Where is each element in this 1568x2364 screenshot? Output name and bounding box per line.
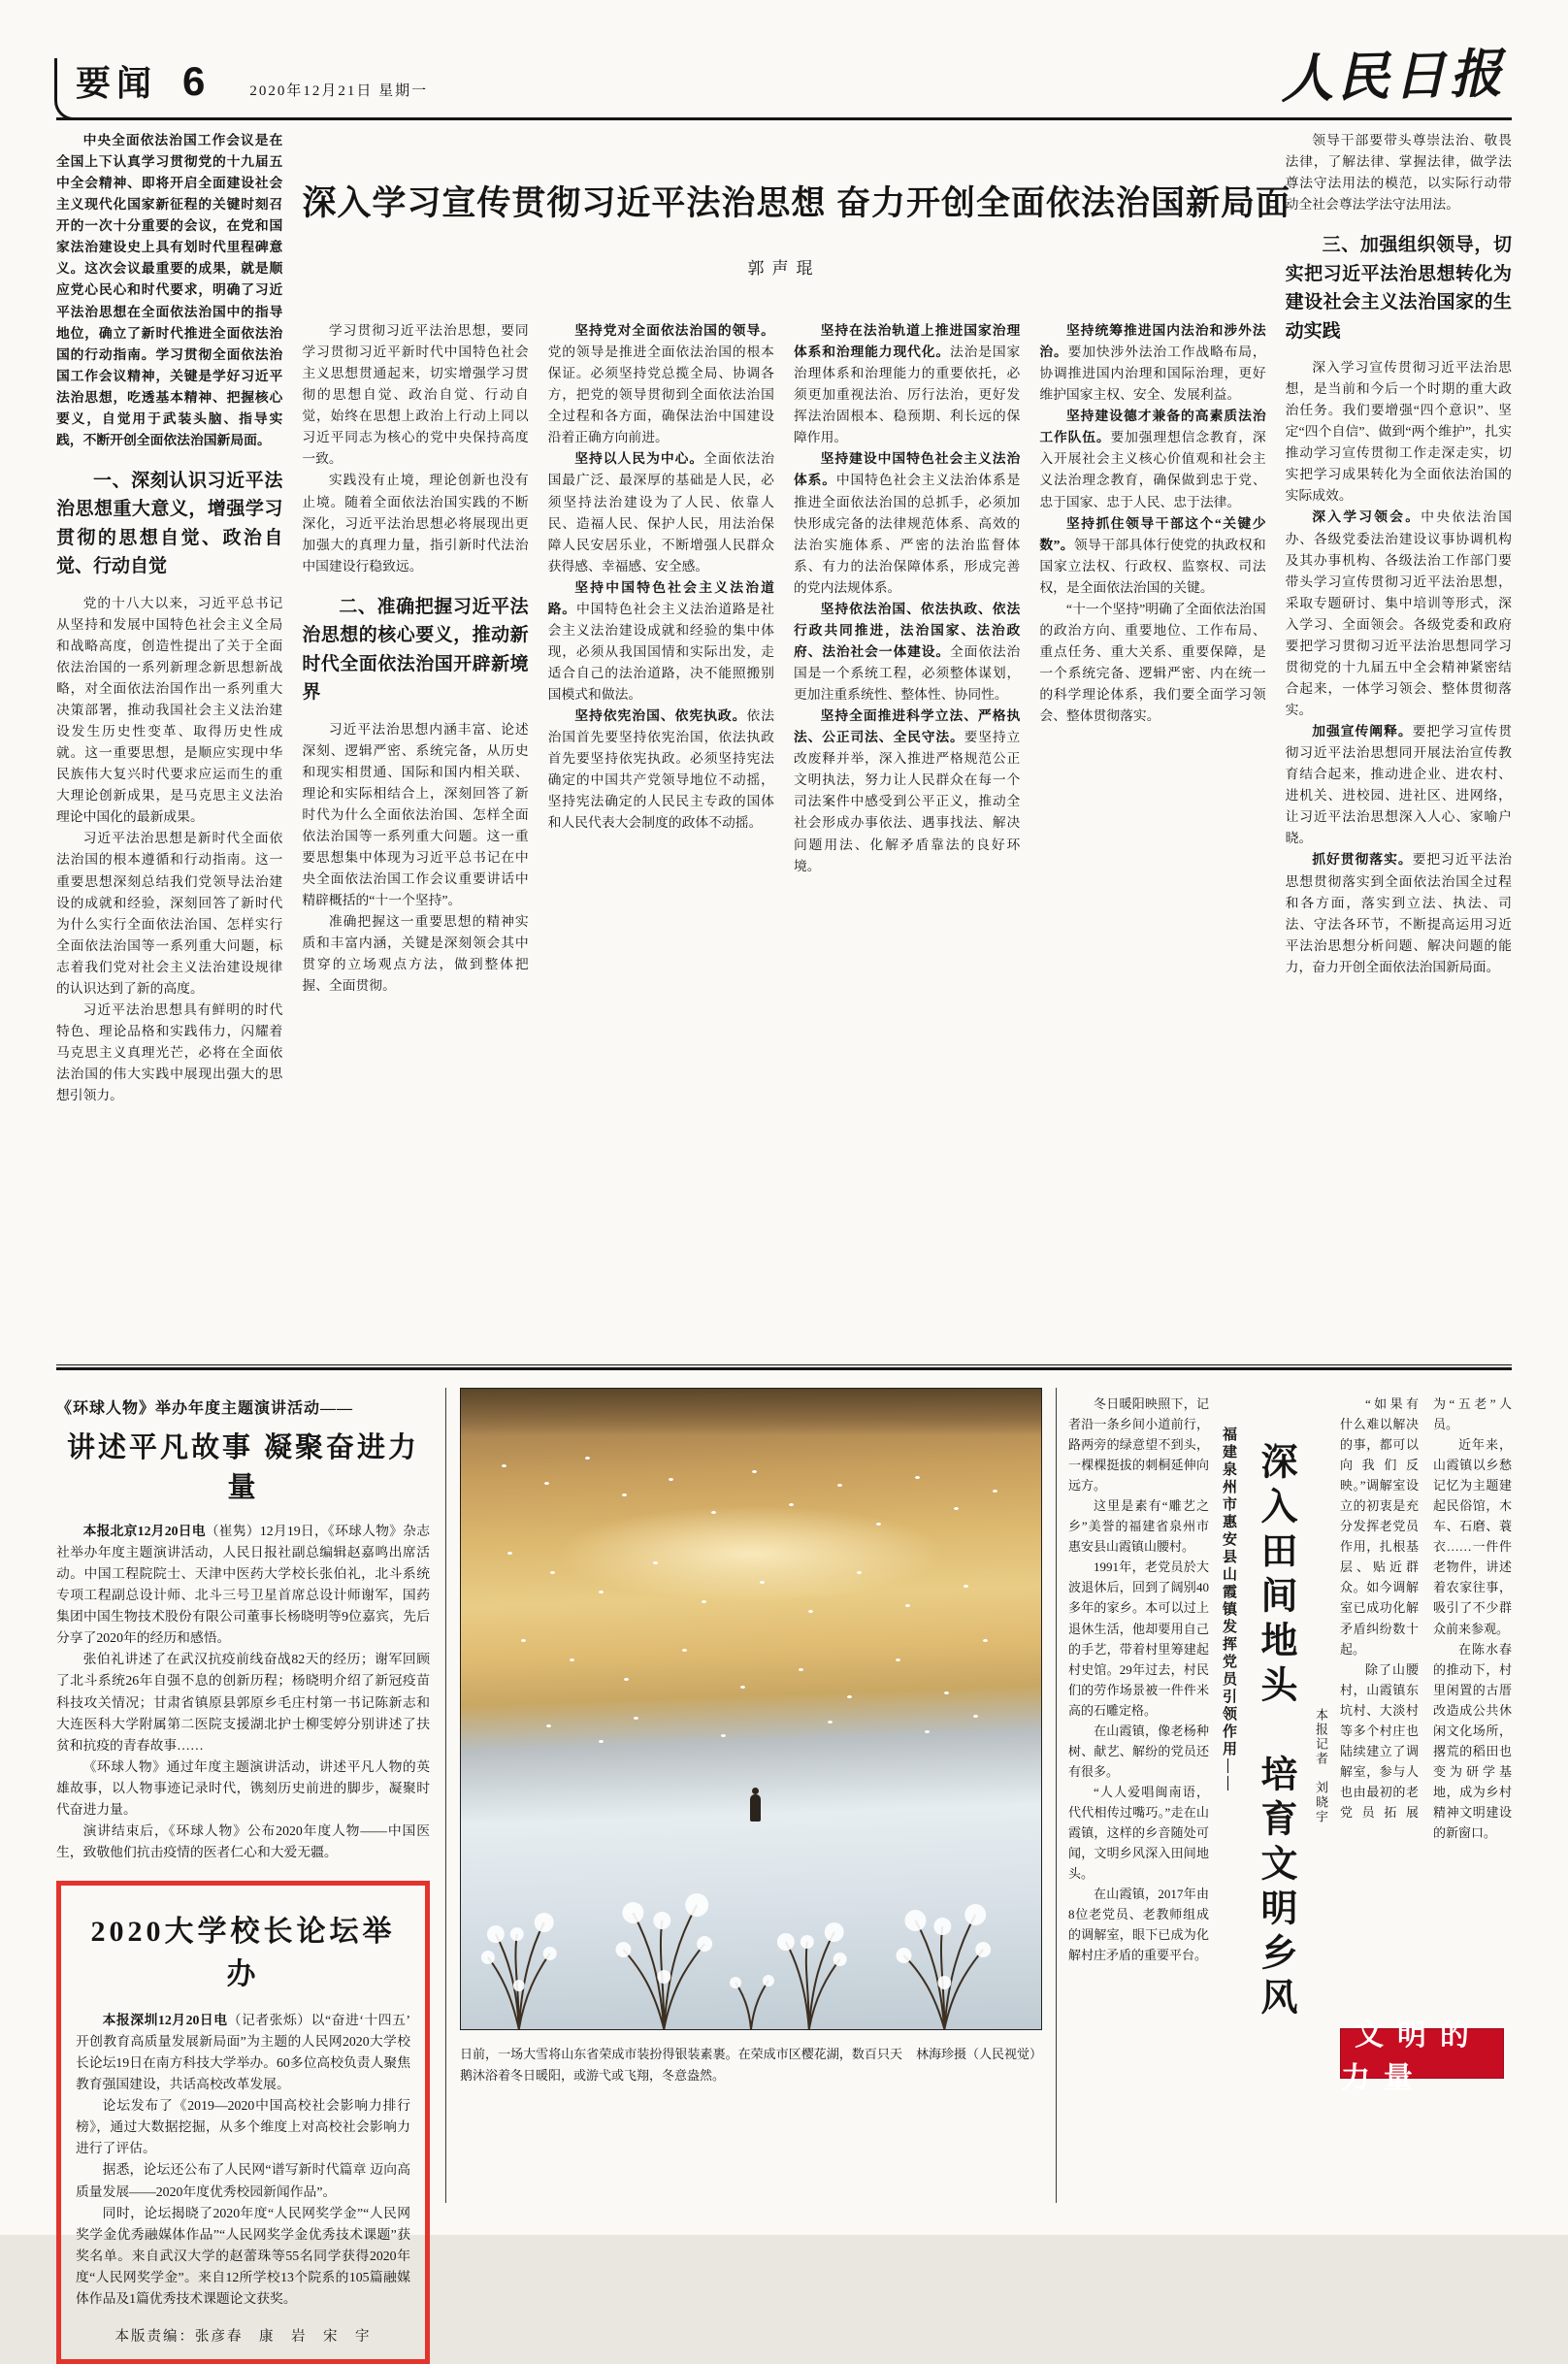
body-paragraph: 坚持依宪治国、依宪执政。依法治国首先要坚持依宪治国，依法执政首先要坚持依宪执政。必须坚持宪法确定的中国共产党领导地位不动摇，坚持宪法确定的人民民主专政的国体和人民代表大会制度的政体不动摇。 [547, 708, 774, 831]
sunlight-glow [554, 1505, 949, 1602]
forum-body [76, 2010, 410, 2310]
header-left [56, 56, 428, 117]
main-article-column-5 [1039, 320, 1265, 1355]
body-paragraph: “人人爱唱闽南语，代代相传过嘴巧。”走在山霞镇，这样的乡音随处可闻，文明乡风深入田间地头。 [1068, 1784, 1209, 1882]
main-article-column-2 [302, 320, 528, 1355]
far-shore-band [461, 1389, 1041, 1435]
body-paragraph: 习近平法治思想内涵丰富、论述深刻、逻辑严密、系统完备，从历史和现实相贯通、国际和国内相关联、理论和实际相结合上，深刻回答了新时代为什么全面依法治国、怎样全面依法治国等一系列重大问题。这一重要思想集中体现为习近平总书记在中央全面依法治国工作会议重要讲话中精辟概括的“十一个坚持”。 [302, 721, 529, 907]
body-paragraph: 抓好贯彻落实。要把习近平法治思想贯彻落实到全面依法治国全过程和各方面，落实到立法、执法、司法、守法各环节，不断提高运用习近平法治思想分析问题、解决问题的能力，奋力开创全面依法治国新局面。 [1285, 852, 1512, 974]
body-paragraph: 党的十八大以来，习近平总书记从坚持和发展中国特色社会主义全局和战略高度，创造性提出了关于全面依法治国的一系列新理念新思想新战略，对全面依法治国作出一系列重大决策部署，推动我国社会主义法治建设发生历史性变革、取得历史性成就。这一重要思想，是顺应实现中华民族伟大复兴时代要求应运而生的重大理论创新成果，是马克思主义法治理论中国化的最新成果。 [56, 595, 283, 825]
photo-caption-text: 日前，一场大雪将山东省荣成市装扮得银装素裹。在荣成市区樱花湖，数百只天鹅沐浴着冬日暖阳，或游弋或飞翔，冬意盎然。 [460, 2047, 902, 2084]
body-paragraph: 准确把握这一重要思想的精神实质和丰富内涵，关键是深刻领会其中贯穿的立场观点方法，做到整体把握、全面贯彻。 [302, 914, 529, 994]
bottom-section [56, 1388, 1512, 2345]
forum-article-box [56, 1881, 430, 2364]
civilization-power-banner: 文明的力量 [1340, 2028, 1504, 2079]
body-paragraph: 坚持建设德才兼备的高素质法治工作队伍。要加强理想信念教育，深入开展社会主义核心价值观和社会主义法治理念教育，确保做到忠于党、忠于国家、忠于人民、忠于法律。 [1039, 409, 1266, 509]
page-header [56, 29, 1512, 120]
rural-headline: 深入田间地头 培育文明乡风 [1255, 1442, 1295, 2022]
date-line: 2020年12月21日 星期一 [249, 83, 429, 99]
body-paragraph: 坚持在法治轨道上推进国家治理体系和治理能力现代化。法治是国家治理体系和治理能力的重要依托，必须更加重视法治、厉行法治，更好发挥法治固根本、稳预期、利长远的保障作用。 [793, 323, 1021, 445]
body-paragraph: 学习贯彻习近平法治思想，要同学习贯彻习近平新时代中国特色社会主义思想贯通起来，切实增强学习贯彻的思想自觉、政治自觉、行动自觉，始终在思想上政治上行动上同以习近平同志为核心的党中央保持高度一致。 [302, 323, 529, 467]
masthead-title: 人民日报 [1280, 42, 1507, 111]
body-paragraph: 在山霞镇，2017年由8位老党员、老教师组成的调解室，眼下已成为化解村庄矛盾的重要平台。 [1068, 1887, 1209, 1963]
body-paragraph: 坚持党对全面依法治国的领导。党的领导是推进全面依法治国的根本保证。必须坚持党总揽全局、协调各方，把党的领导贯彻到全面依法治国全过程和各方面，确保法治中国建设沿着正确方向前进。 [547, 323, 774, 445]
body-paragraph: 本报北京12月20日电（崔隽）12月19日，《环球人物》杂志社举办年度主题演讲活动，人民日报社副总编辑赵嘉鸣出席活动。中国工程院院士、天津中医药大学校长张伯礼，北斗系统专项工程副总设计师、北斗三号卫星首席总设计师谢军，国药集团中国生物技术股份有限公司董事长杨晓明等9位嘉宾，先后分享了2020年的经历和感悟。 [56, 1524, 430, 1646]
photo-credit: 林海珍摄（人民视觉） [915, 2047, 1042, 2061]
main-article [56, 130, 1512, 1355]
qrw-body [56, 1521, 430, 1863]
forum-headline: 2020大学校长论坛举办 [90, 1916, 396, 1990]
page-editors-line: 本版责编：张彦春 康 岩 宋 宇 [114, 2328, 372, 2345]
body-paragraph: 坚持全面推进科学立法、严格执法、公正司法、全民守法。要坚持立改废释并举，深入推进严格规范公正文明执法，努力让人民群众在每一个司法案件中感受到公平正义，推动全社会形成办事依法、遇事找法、解决问题用法、化解矛盾靠法的良好环境。 [793, 708, 1021, 873]
body-paragraph: “十一个坚持”明确了全面依法治国的政治方向、重要地位、工作布局、重点任务、重大关系、重要保障，是一个系统完备、逻辑严密、内在统一的科学理论体系，我们要全面学习领会、整体贯彻落实。 [1039, 601, 1266, 724]
swan-dots [461, 1389, 466, 1392]
section-heading: 一、深刻认识习近平法治思想重大意义，增强学习贯彻的思想自觉、政治自觉、行动自觉 [56, 470, 283, 577]
main-article-column-3 [548, 320, 774, 1355]
main-article-column-1 [56, 130, 282, 1355]
body-paragraph: 演讲结束后，《环球人物》公布2020年度人物——中国医生，致敬他们抗击疫情的医者仁心和大爱无疆。 [56, 1822, 430, 1859]
body-paragraph: 坚持中国特色社会主义法治道路。中国特色社会主义法治道路是社会主义法治建设成就和经验的集中体现，必须从我国国情和实际出发，走适合自己的法治道路，决不能照搬别国模式和做法。 [547, 579, 774, 703]
section-divider-rule [56, 1364, 1512, 1370]
qrw-kicker: 《环球人物》举办年度主题演讲活动—— [56, 1400, 354, 1417]
body-paragraph: 深入学习宣传贯彻习近平法治思想，是当前和今后一个时期的重大政治任务。我们要增强“四个意识”、坚定“四个自信”、做到“两个维护”，扎实推动学习宣传贯彻工作走深走实，切实把学习成果转化为全面依法治国的实际成效。 [1285, 360, 1512, 504]
qrw-headline: 讲述平凡故事 凝聚奋进力量 [66, 1432, 420, 1503]
body-paragraph: 习近平法治思想是新时代全面依法治国的根本遵循和行动指南。这一重要思想深刻总结我们党领导法治建设的成就和经验，深刻回答了新时代为什么实行全面依法治国、怎样实行全面依法治国等一系列重大问题，标志着我们党对社会主义法治建设规律的认识达到了新的高度。 [56, 831, 283, 996]
photo-block [460, 1388, 1042, 2203]
body-paragraph: 习近平法治思想具有鲜明的时代特色、理论品格和实践伟力，闪耀着马克思主义真理光芒，必将在全面依法治国的伟大实践中展现出强大的思想引领力。 [56, 1001, 283, 1103]
main-article-column-4 [794, 320, 1020, 1355]
main-article-head [302, 130, 1291, 320]
body-paragraph: 实践没有止境，理论创新也没有止境。随着全面依法治国实践的不断深化，习近平法治思想必将展现出更加强大的真理力量，指引新时代法治中国建设行稳致远。 [302, 473, 529, 574]
main-headline: 深入学习宣传贯彻习近平法治思想 奋力开创全面依法治国新局面 [302, 184, 1291, 222]
body-paragraph: 坚持依法治国、依法执政、依法行政共同推进，法治国家、法治政府、法治社会一体建设。全面依法治国是一个系统工程，必须整体谋划，更加注重系统性、整体性、协同性。 [793, 601, 1021, 703]
body-paragraph: 领导干部要带头尊崇法治、敬畏法律，了解法律、掌握法律，做学法尊法守法用法的模范，以实际行动带动全社会尊法学法守法用法。 [1285, 133, 1512, 213]
body-paragraph: 加强宣传阐释。要把学习宣传贯彻习近平法治思想同开展法治宣传教育结合起来，推动进企业、进农村、进机关、进校园、进社区、进网络，让习近平法治思想深入人心、家喻户晓。 [1285, 724, 1512, 846]
photo-caption [460, 2044, 1042, 2086]
header-bracket-line [54, 58, 99, 120]
section-heading: 三、加强组织领导，切实把习近平法治思想转化为建设社会主义法治国家的生动实践 [1285, 235, 1512, 342]
rural-left-column [1056, 1388, 1209, 2203]
body-paragraph: 深入学习领会。中央依法治国办、各级党委法治建设议事协调机构及其办事机构、各级法治工作部门要带头学习宣传贯彻习近平法治思想，采取专题研讨、集中培训等形式，深入学习、全面领会。各级党委和政府要把学习贯彻习近平法治思想同学习贯彻党的十九届五中全会精神紧密结合起来，一体学习领会、整体贯彻落实。 [1285, 509, 1512, 717]
main-article-column-6 [1286, 130, 1512, 1355]
body-paragraph: 冬日暖阳映照下，记者沿一条乡间小道前行，路两旁的绿意望不到头，一棵棵挺拔的刺桐延伸向远方。 [1068, 1396, 1209, 1494]
body-paragraph: 坚持抓住领导干部这个“关键少数”。领导干部具体行使党的执政权和国家立法权、行政权、监察权、司法权，是全面依法治国的关键。 [1039, 515, 1266, 595]
rural-byline: 本报记者 刘晓宇 [1314, 1708, 1328, 1824]
body-paragraph: 除了山腰村，山霞镇东坑村、大淡村等多个村庄也陆续建立了调解室，参与人也由最初的老党员拓展为“五老”人员。 [1340, 1396, 1512, 1820]
page-number: 6 [182, 58, 206, 104]
body-paragraph: 坚持以人民为中心。全面依法治国最广泛、最深厚的基础是人民，必须坚持法治建设为了人民、依靠人民、造福人民、保护人民，用法治保障人民安居乐业，不断增强人民群众获得感、幸福感、安全感。 [547, 451, 774, 574]
snow-trees-illustration [461, 1787, 1041, 2029]
body-paragraph: 中央全面依法治国工作会议是在全国上下认真学习贯彻党的十九届五中全会精神、即将开启全面建设社会主义现代化国家新征程的关键时刻召开的一次十分重要的会议，在党和国家法治建设史上具有划时代里程碑意义。这次会议最重要的成果，就是顺应党心民心和时代要求，明确了习近平法治思想在全面依法治国中的指导地位，确立了新时代推进全面依法治国的行动指南。学习贯彻全面依法治国工作会议精神，关键是学好习近平法治思想，吃透基本精神、把握核心要义，自觉用于武装头脑、指导实践，不断开创全面依法治国新局面。 [56, 133, 283, 447]
body-paragraph: 同时，论坛揭晓了2020年度“人民网奖学金”“人民网奖学金优秀融媒体作品”“人民网奖学金优秀技术课题”获奖名单。来自武汉大学的赵蕾珠等55名同学获得2020年度“人民网奖学金”。来自12所学校13个院系的105篇融媒体作品及1篇优秀技术课题论文获奖。 [76, 2205, 410, 2306]
left-articles-block [56, 1388, 446, 2345]
body-paragraph: 在山霞镇，像老杨种树、献艺、解纷的党员还有很多。 [1068, 1723, 1209, 1779]
section-label: 要闻 [76, 64, 158, 103]
body-paragraph: 本报深圳12月20日电（记者张烁）以“奋进‘十四五’ 开创教育高质量发展新局面”为主题的人民网2020大学校长论坛19日在南方科技大学举办。60多位高校负责人聚焦教育强国建设，共话高校改革发展。 [76, 2013, 411, 2092]
main-byline: 郭声琨 [747, 259, 821, 278]
body-paragraph: 在陈水春的推动下，村里闲置的古厝改造成公共休闲文化场所，撂荒的稻田也变为研学基地，成为乡村精神文明建设的新窗口。 [1433, 1641, 1512, 1840]
body-paragraph: 张伯礼讲述了在武汉抗疫前线奋战82天的经历；谢军回顾了北斗系统26年自强不息的创新历程；杨晓明介绍了新冠疫苗科技攻关情况；甘肃省镇原县郭原乡毛庄村第一书记陈新志和大连医科大学附属第二医院支援湖北护士柳雯婷分别讲述了扶贫和抗疫的青春故事…… [56, 1652, 430, 1753]
rural-kicker: 福建泉州市惠安县山霞镇发挥党员引领作用—— [1221, 1427, 1236, 1793]
body-paragraph: 《环球人物》通过年度主题演讲活动，讲述平凡人物的英雄故事，以人物事迹记录时代，镌刻历史前进的脚步，凝聚时代奋进力量。 [56, 1758, 430, 1817]
rural-article [1056, 1388, 1512, 2203]
body-paragraph: 近年来，山霞镇以乡愁记忆为主题建起民俗馆，木车、石磨、蓑衣……一件件老物件，讲述着农家往事，吸引了不少群众前来参观。 [1433, 1437, 1512, 1636]
rural-right-columns-wrap [1340, 1388, 1512, 2203]
body-paragraph: 据悉，论坛还公布了人民网“谱写新时代篇章 迈向高质量发展——2020年度优秀校园新闻作品”。 [76, 2162, 410, 2199]
body-paragraph: 坚持建设中国特色社会主义法治体系。中国特色社会主义法治体系是推进全面依法治国的总抓手，必须加快形成完备的法律规范体系、高效的法治实施体系、严密的法治监督体系、有力的法治保障体系，形成完善的党内法规体系。 [793, 451, 1021, 595]
body-paragraph: “如果有什么难以解决的事，都可以向我们反映。”调解室设立的初衷是充分发挥老党员作用，扎根基层、贴近群众。如今调解室已成功化解矛盾纠纷数十起。 [1340, 1396, 1419, 1657]
body-paragraph: 1991年，老党员於大波退休后，回到了阔别40多年的家乡。本可以过上退休生活，他却要用自己的手艺，带着村里筹建起村史馆。29年过去，村民们的劳作场景被一件件米高的石雕定格。 [1068, 1560, 1209, 1718]
photo-winter-swans [460, 1388, 1042, 2030]
section-heading: 二、准确把握习近平法治思想的核心要义，推动新时代全面依法治国开辟新境界 [302, 596, 529, 704]
body-paragraph: 坚持统筹推进国内法治和涉外法治。要加快涉外法治工作战略布局，协调推进国内治理和国际治理，更好维护国家主权、安全、发展利益。 [1039, 323, 1266, 403]
rural-right-columns [1340, 1394, 1512, 2011]
body-paragraph: 这里是素有“雕艺之乡”美誉的福建省泉州市惠安县山霞镇山腰村。 [1068, 1498, 1209, 1555]
body-paragraph: 论坛发布了《2019—2020中国高校社会影响力排行榜》，通过大数据挖掘，从多个维度上对高校社会影响力进行了评估。 [76, 2098, 410, 2156]
